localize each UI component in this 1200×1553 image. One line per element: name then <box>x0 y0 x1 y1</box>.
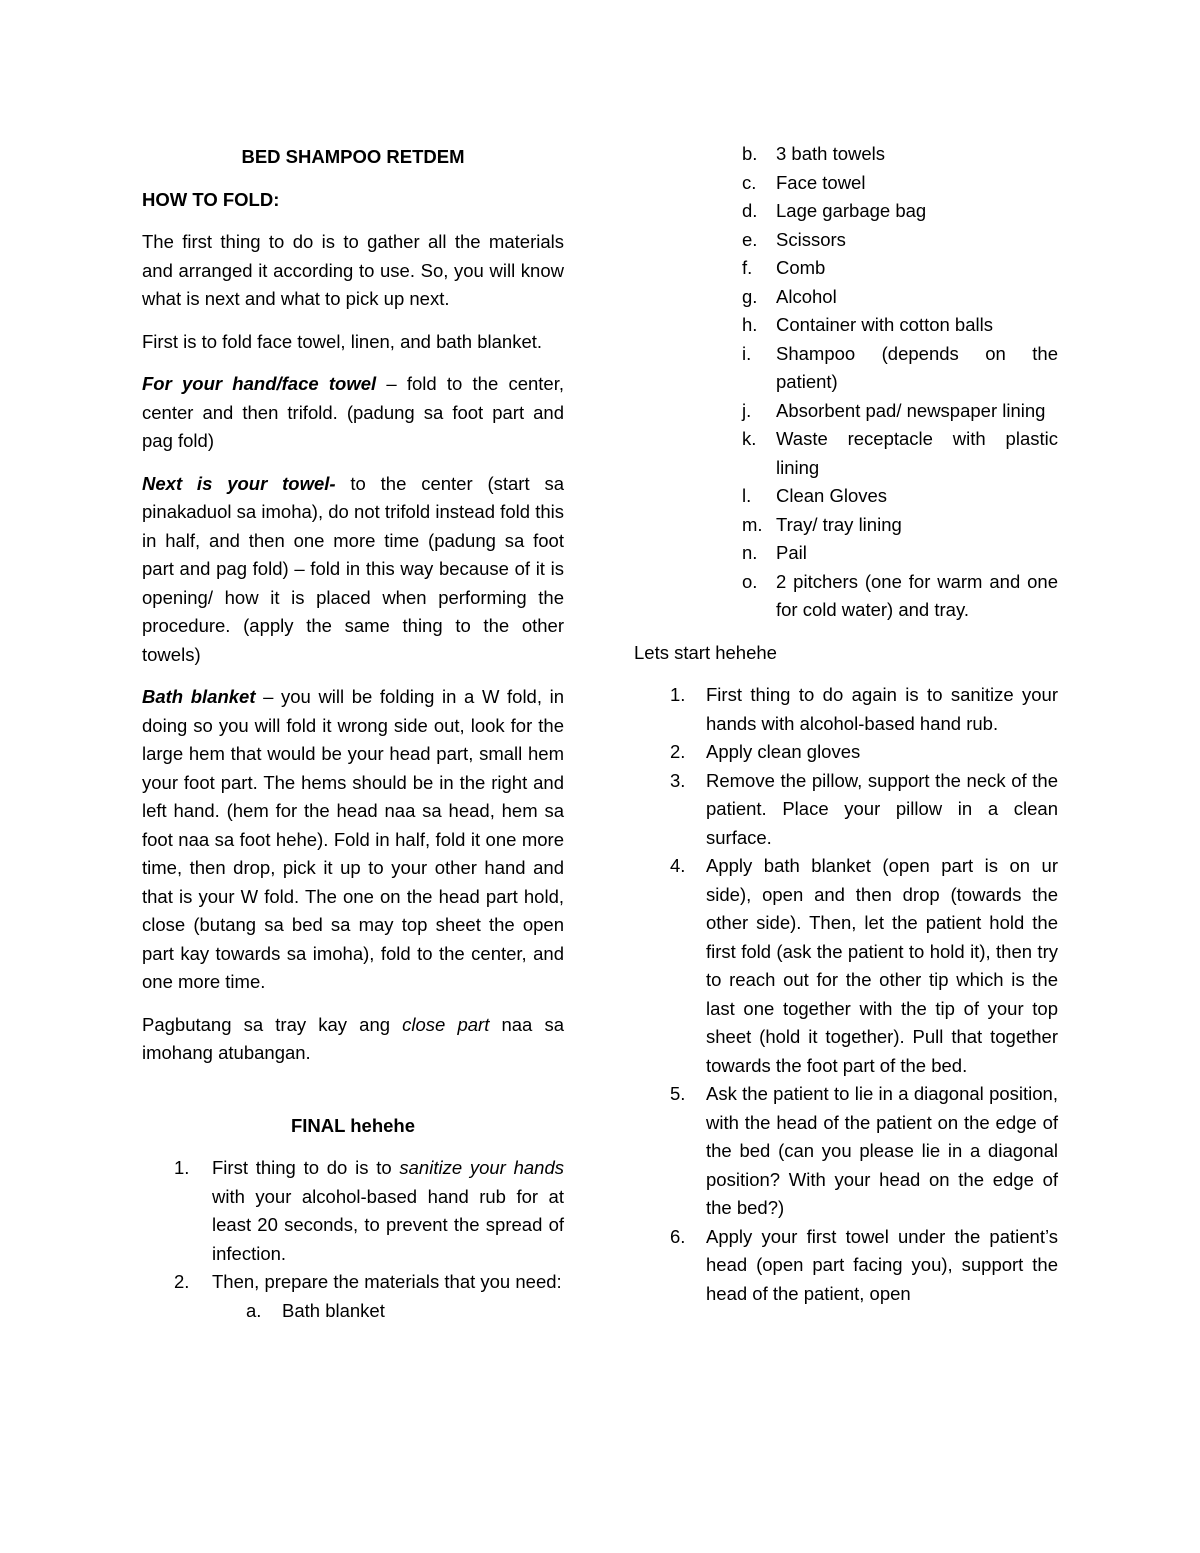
list-letter: o. <box>742 570 758 592</box>
list-number: 6. <box>670 1225 686 1247</box>
list-item <box>142 1297 564 1326</box>
list-letter: h. <box>742 314 758 335</box>
list-item <box>634 681 1058 738</box>
procedure-steps-list <box>634 681 1058 1308</box>
material-text: 3 bath towels <box>776 143 886 164</box>
material-text: Clean Gloves <box>776 485 888 506</box>
list-number: 1. <box>174 1157 190 1178</box>
list-item <box>634 738 1058 767</box>
list-letter: b. <box>742 143 758 164</box>
step-text: First thing to do again is to sanitize your hands with alcohol-based hand rub. <box>706 684 1058 734</box>
list-item <box>142 1268 564 1297</box>
final-steps-list <box>142 1154 564 1325</box>
list-letter: l. <box>742 485 752 506</box>
right-column <box>634 140 1058 1308</box>
towel-paragraph <box>142 470 564 670</box>
list-item <box>634 169 1058 198</box>
material-text: Lage garbage bag <box>776 200 927 221</box>
step-text: Remove the pillow, support the neck of the patient. Place your pillow in a clean surface. <box>706 769 1058 848</box>
final-step-1-b: with your alcohol-based hand rub for at least 20 seconds, to prevent the spread of infection. <box>212 1185 564 1264</box>
material-text: Alcohol <box>776 285 837 307</box>
list-item <box>634 852 1058 1080</box>
list-number: 5. <box>670 1083 686 1104</box>
material-text: Comb <box>776 257 826 278</box>
list-item <box>634 311 1058 340</box>
face-towel-text: – fold to the center, center and then trifold. (padung sa foot part and pag fold) <box>142 373 564 451</box>
list-item <box>634 1223 1058 1309</box>
lets-start-text: Lets start hehehe <box>634 641 777 663</box>
how-to-fold-heading: HOW TO FOLD: <box>142 188 280 210</box>
list-number: 2. <box>670 741 686 762</box>
final-step-1-italic: sanitize your hands <box>399 1157 564 1178</box>
fold-overview-paragraph: First is to fold face towel, linen, and bath blanket. <box>142 330 543 352</box>
material-a: Bath blanket <box>282 1299 385 1321</box>
material-text: Scissors <box>776 228 846 250</box>
list-letter: d. <box>742 200 758 221</box>
material-text: Face towel <box>776 171 866 193</box>
list-letter: i. <box>742 342 752 364</box>
list-item <box>634 254 1058 283</box>
list-letter: c. <box>742 171 757 193</box>
material-text: Pail <box>776 542 807 563</box>
list-item <box>634 482 1058 511</box>
face-towel-lead: For your hand/face towel <box>142 373 377 394</box>
list-item <box>634 1080 1058 1223</box>
bath-blanket-paragraph <box>142 683 564 997</box>
list-item <box>634 539 1058 568</box>
step-text: Apply bath blanket (open part is on ur side), open and then drop (towards the other side). Then, let the patient hold the first fold (ask the patient to hold it), then try to reach out for the other tip which is the last one together with the tip of your top sheet (hold it together). Pull that together towards the foot part of the bed. <box>706 855 1058 1076</box>
list-number: 2. <box>174 1271 190 1292</box>
list-item <box>634 283 1058 312</box>
list-number: 3. <box>670 769 686 791</box>
final-step-1-a: First thing to do is to <box>212 1157 400 1178</box>
list-letter: j. <box>742 399 752 421</box>
list-item <box>634 767 1058 853</box>
material-text: 2 pitchers (one for warm and one for cold water) and tray. <box>776 570 1058 620</box>
list-letter: n. <box>742 542 758 563</box>
left-column <box>142 140 564 1325</box>
bath-blanket-text: – you will be folding in a W fold, in doing so you will fold it wrong side out, look for the large hem that would be your head part, small hem your foot part. The hems should be in the right and left hand. (hem for the head naa sa head, hem sa foot naa sa foot hehe). Fold in half, fold it one more time, then drop, pick it up to your other hand and that is your W fold. The one on the head part hold, close (butang sa bed sa may top sheet the open part kay towards sa imoha), fold to the center, and one more time. <box>142 686 564 992</box>
materials-list <box>634 140 1058 625</box>
bath-blanket-lead: Bath blanket <box>142 686 256 707</box>
intro-paragraph: The first thing to do is to gather all the materials and arranged it according to use. So, you will know what is next and what to pick up next. <box>142 231 564 309</box>
face-towel-paragraph <box>142 370 564 456</box>
towel-lead: Next is your towel- <box>142 472 336 494</box>
list-letter: a. <box>246 1299 262 1321</box>
tray-text-italic: close part <box>402 1013 490 1035</box>
list-item <box>634 140 1058 169</box>
list-item <box>634 568 1058 625</box>
material-text: Shampoo (depends on the patient) <box>776 342 1058 392</box>
list-letter: k. <box>742 428 757 449</box>
step-text: Apply clean gloves <box>706 741 861 762</box>
tray-text-a: Pagbutang sa tray kay ang <box>142 1013 403 1035</box>
document-title: BED SHAMPOO RETDEM <box>241 146 465 167</box>
material-text: Absorbent pad/ newspaper lining <box>776 399 1046 421</box>
list-item <box>634 226 1058 255</box>
material-text: Tray/ tray lining <box>776 513 902 535</box>
tray-paragraph <box>142 1011 564 1068</box>
material-text: Waste receptacle with plastic lining <box>776 428 1058 478</box>
list-number: 1. <box>670 684 686 705</box>
list-item <box>634 197 1058 226</box>
final-heading: FINAL hehehe <box>290 1114 416 1136</box>
list-item <box>634 340 1058 397</box>
list-number: 4. <box>670 855 686 876</box>
list-item <box>634 425 1058 482</box>
list-letter: g. <box>742 285 758 307</box>
list-item <box>634 511 1058 540</box>
list-letter: f. <box>742 257 753 278</box>
step-text: Apply your first towel under the patient’s head (open part facing you), support the head of the patient, open <box>706 1225 1058 1304</box>
tray-text-b: naa sa imohang atubangan. <box>142 1013 565 1063</box>
list-item <box>142 1154 564 1268</box>
towel-text: to the center (start sa pinakaduol sa imoha), do not trifold instead fold this in half, and then one more time (padung sa foot part and pag fold) – fold in this way because of it is opening/ how it is placed when performing the procedure. (apply the same thing to the other towels) <box>142 472 564 665</box>
list-letter: m. <box>742 513 763 535</box>
material-text: Container with cotton balls <box>776 314 993 335</box>
step-text: Ask the patient to lie in a diagonal position, with the head of the patient on the edge of the bed (can you please lie in a diagonal position? With your head on the edge of the bed?) <box>706 1083 1058 1218</box>
list-letter: e. <box>742 228 758 250</box>
list-item <box>634 397 1058 426</box>
final-step-2: Then, prepare the materials that you need: <box>212 1271 562 1292</box>
